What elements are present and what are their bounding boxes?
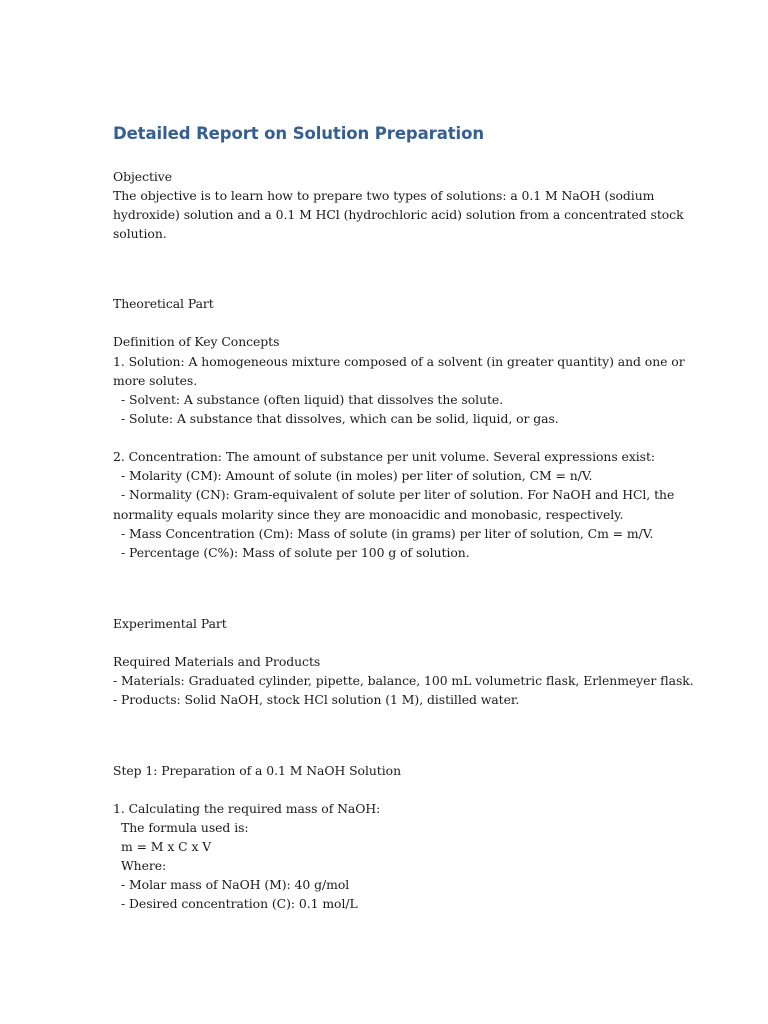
- heading-objective: Objective: [113, 169, 173, 184]
- paragraph-line: solution.: [113, 226, 167, 241]
- paragraph-line: normality equals molarity since they are monoacidic and monobasic, respectively.: [113, 507, 624, 522]
- paragraph-line: 2. Concentration: The amount of substance per unit volume. Several expressions exist:: [113, 449, 656, 464]
- list-item: - Molarity (CM): Amount of solute (in moles) per liter of solution, CM = n/V.: [121, 468, 593, 483]
- heading-materials: Required Materials and Products: [113, 654, 321, 669]
- heading-experimental-part: Experimental Part: [113, 616, 227, 631]
- list-item: - Products: Solid NaOH, stock HCl solution (1 M), distilled water.: [113, 692, 520, 707]
- paragraph-line: 1. Solution: A homogeneous mixture composed of a solvent (in greater quantity) and one or: [113, 354, 685, 369]
- list-item: - Solvent: A substance (often liquid) that dissolves the solute.: [121, 392, 504, 407]
- heading-theoretical-part: Theoretical Part: [113, 296, 214, 311]
- paragraph-line: The objective is to learn how to prepare two types of solutions: a 0.1 M NaOH (sodium: [113, 188, 655, 203]
- list-item: - Normality (CN): Gram-equivalent of solute per liter of solution. For NaOH and HCl, the: [121, 487, 675, 502]
- heading-step-1: Step 1: Preparation of a 0.1 M NaOH Solution: [113, 763, 401, 778]
- list-item: - Percentage (C%): Mass of solute per 100 g of solution.: [121, 545, 470, 560]
- paragraph-line: The formula used is:: [121, 820, 249, 835]
- list-item: - Mass Concentration (Cm): Mass of solute (in grams) per liter of solution, Cm = m/V.: [121, 526, 654, 541]
- list-item: - Desired concentration (C): 0.1 mol/L: [121, 896, 358, 911]
- paragraph-line: more solutes.: [113, 373, 198, 388]
- heading-key-concepts: Definition of Key Concepts: [113, 334, 280, 349]
- paragraph-line: Where:: [121, 858, 167, 873]
- list-item: - Molar mass of NaOH (M): 40 g/mol: [121, 877, 350, 892]
- document-title: Detailed Report on Solution Preparation: [113, 124, 484, 143]
- paragraph-line: 1. Calculating the required mass of NaOH:: [113, 801, 381, 816]
- list-item: - Materials: Graduated cylinder, pipette, balance, 100 mL volumetric flask, Erlenmeyer flask.: [113, 673, 694, 688]
- paragraph-line: hydroxide) solution and a 0.1 M HCl (hydrochloric acid) solution from a concentrated stock: [113, 207, 684, 222]
- formula: m = M x C x V: [121, 839, 212, 854]
- list-item: - Solute: A substance that dissolves, which can be solid, liquid, or gas.: [121, 411, 559, 426]
